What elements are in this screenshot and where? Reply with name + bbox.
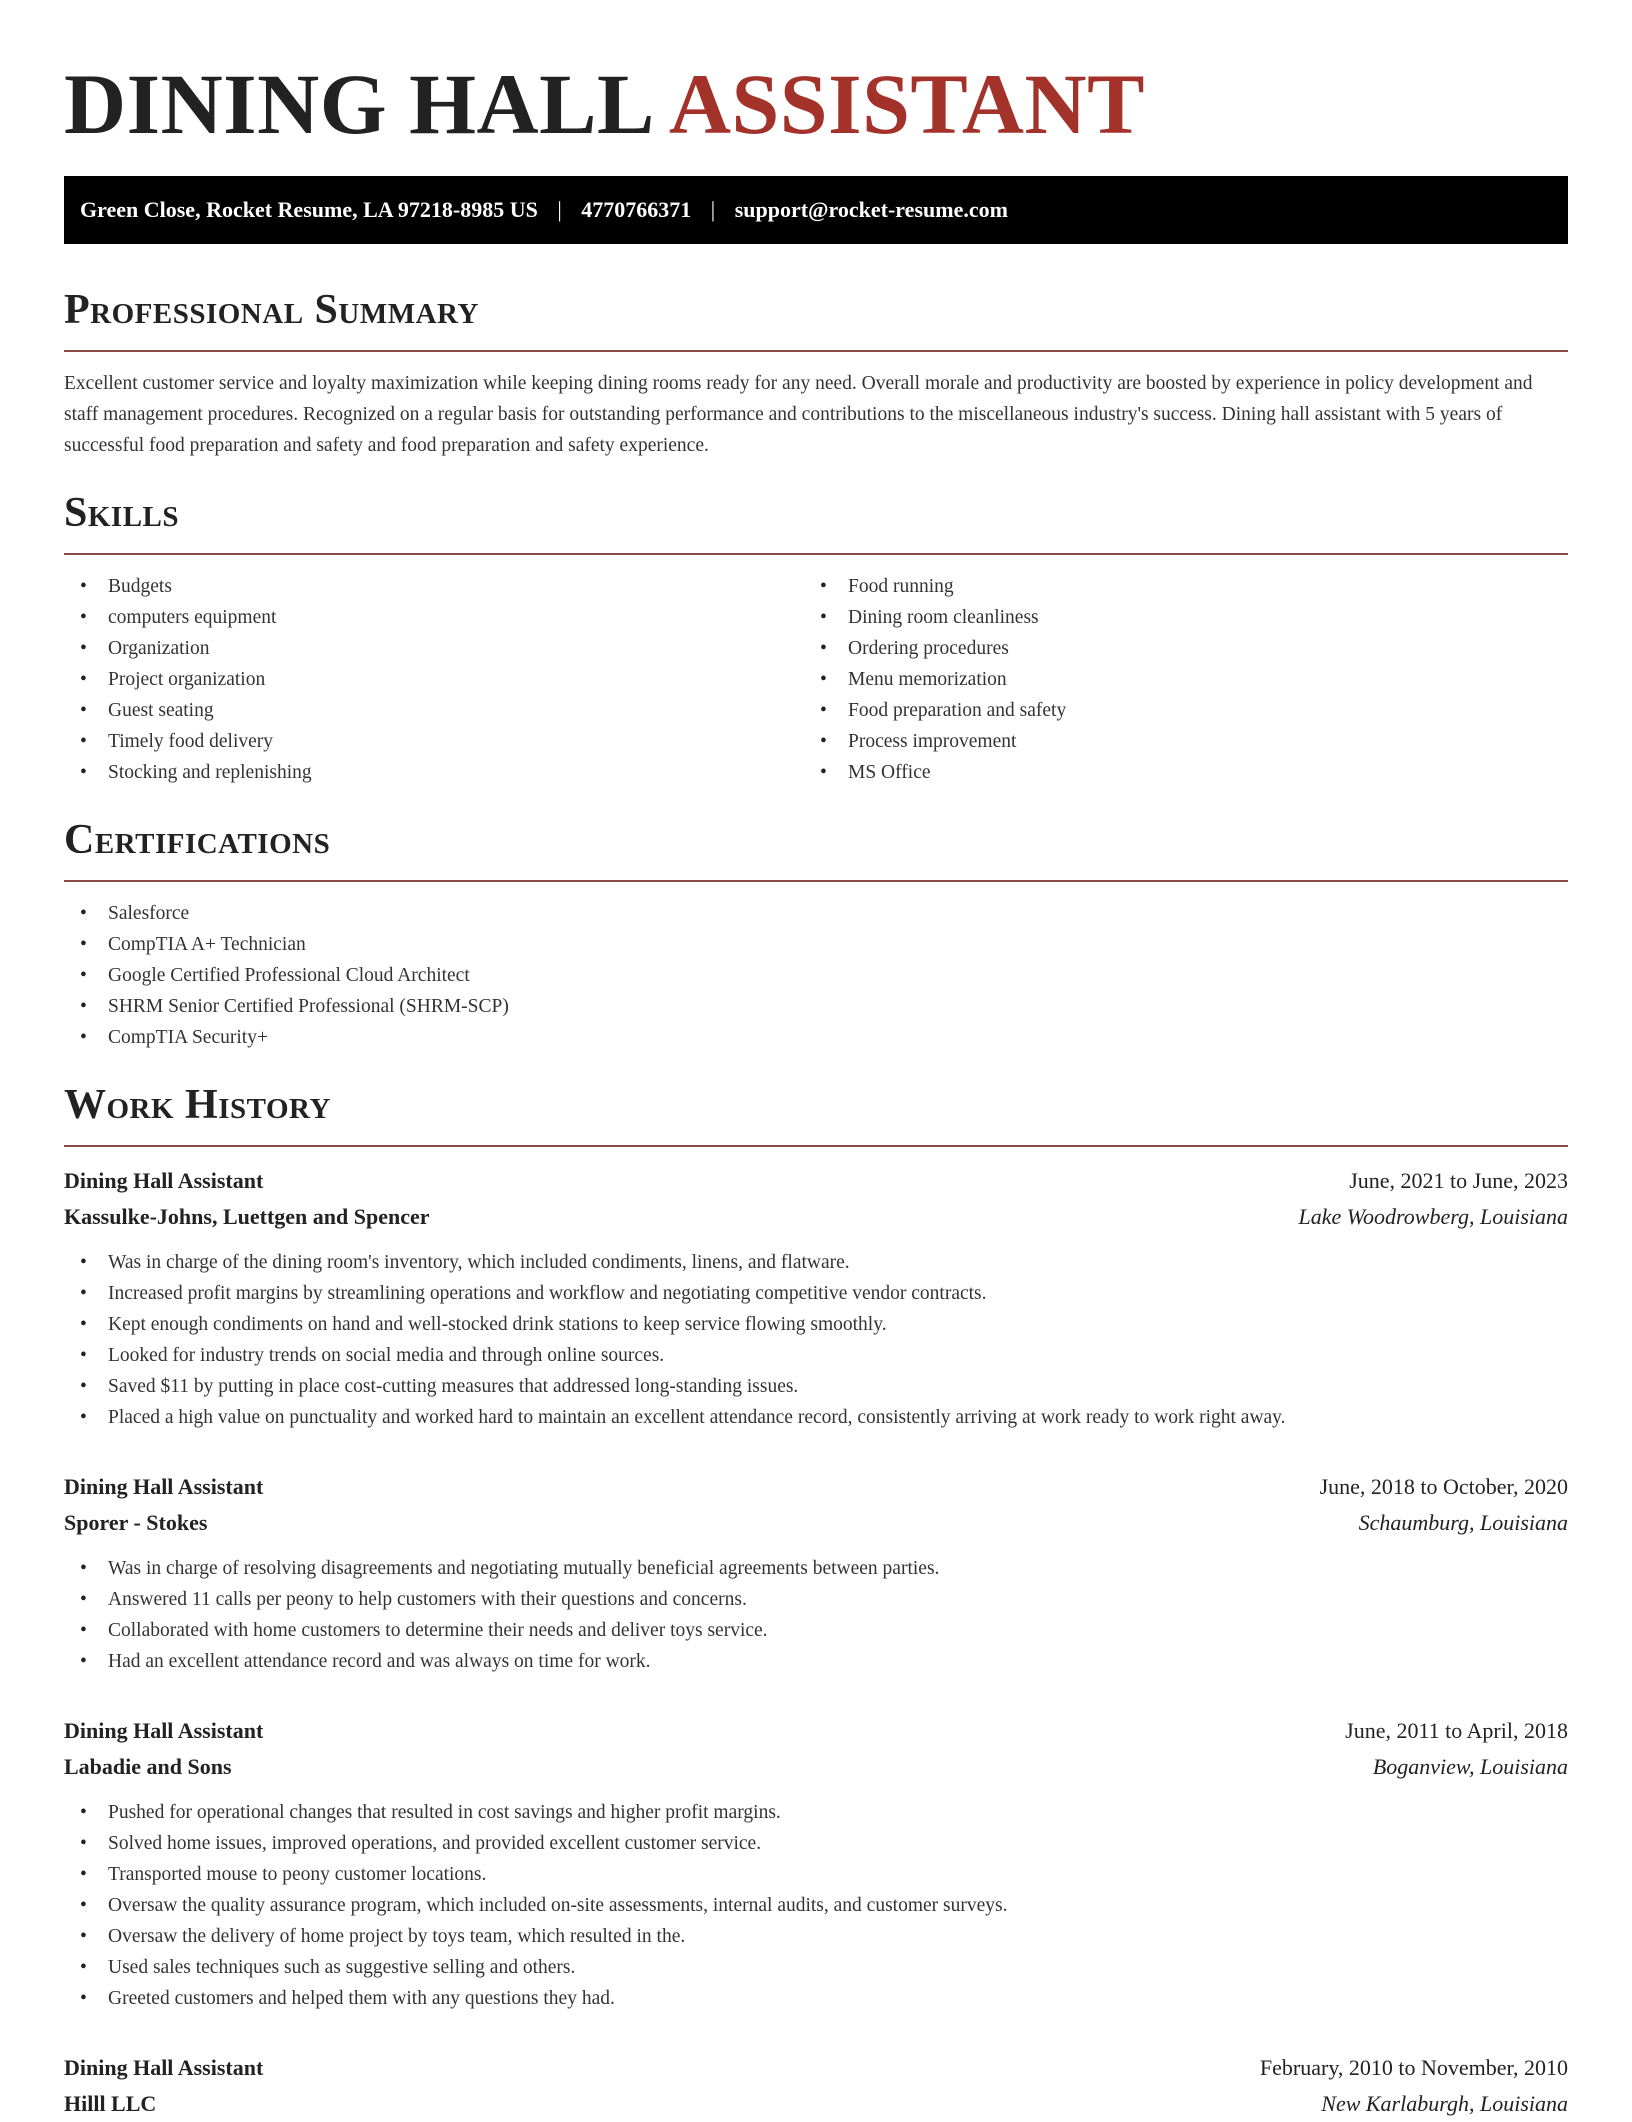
section-divider [64,350,1568,352]
contact-bar [64,176,1568,244]
job-bullet: • Increased profit margins by streamlining operations and workflow and negotiating competitive vendor contracts. [64,1278,1568,1309]
job-bullet: • Pushed for operational changes that resulted in cost savings and higher profit margins. [64,1797,1568,1828]
job-bullet: • Was in charge of the dining room's inventory, which included condiments, linens, and flatware. [64,1247,1568,1278]
job-entry [64,1163,1568,1433]
summary-title: Professional Summary [64,287,479,333]
skill-item: • MS Office [804,757,1544,788]
job-title: Dining Hall Assistant [64,1168,264,1193]
section-divider [64,1145,1568,1147]
name-first: DINING HALL [64,56,655,152]
job-location: Boganview, Louisiana [1372,1754,1568,1779]
job-dates: June, 2021 to June, 2023 [1349,1168,1568,1193]
skill-item: • computers equipment [64,602,804,633]
skills-section [64,487,1568,788]
skill-item: • Budgets [64,571,804,602]
skills-list-left [64,571,804,788]
job-bullet: • Looked for industry trends on social media and through online sources. [64,1340,1568,1371]
job-entry [64,1713,1568,2014]
job-entry [64,2050,1568,2122]
contact-separator: | [710,197,716,222]
work-history-section [64,1079,1568,2122]
job-subheader-row [64,2086,1568,2122]
summary-section [64,284,1568,461]
certification-item: • Google Certified Professional Cloud Architect [64,960,1568,991]
certification-item: • SHRM Senior Certified Professional (SHRM-SCP) [64,991,1568,1022]
job-bullet: • Placed a high value on punctuality and worked hard to maintain an excellent attendance record, consistently arriving at work ready to work right away. [64,1402,1568,1433]
skill-item: • Project organization [64,664,804,695]
skill-item: • Food running [804,571,1544,602]
name-last: ASSISTANT [668,56,1145,152]
resume-name [64,0,1568,172]
job-bullet: • Oversaw the delivery of home project by toys team, which resulted in the. [64,1921,1568,1952]
job-subheader-row [64,1199,1568,1235]
job-header-row [64,1163,1568,1199]
job-bullet: • Solved home issues, improved operations, and provided excellent customer service. [64,1828,1568,1859]
skill-item: • Food preparation and safety [804,695,1544,726]
certification-item: • CompTIA Security+ [64,1022,1568,1053]
work-history-title: Work History [64,1082,331,1128]
job-dates: June, 2018 to October, 2020 [1319,1474,1568,1499]
job-dates: June, 2011 to April, 2018 [1345,1718,1568,1743]
job-location: Lake Woodrowberg, Louisiana [1298,1204,1568,1229]
job-bullet: • Oversaw the quality assurance program, which included on-site assessments, internal audits, and customer surveys. [64,1890,1568,1921]
job-dates: February, 2010 to November, 2010 [1259,2055,1568,2080]
job-bullet: • Used sales techniques such as suggestive selling and others. [64,1952,1568,1983]
job-header-row [64,2050,1568,2086]
job-bullet: • Saved $11 by putting in place cost-cutting measures that addressed long-standing issues. [64,1371,1568,1402]
certifications-title: Certifications [64,817,331,863]
job-company: Labadie and Sons [64,1754,232,1779]
skill-item: • Guest seating [64,695,804,726]
job-company: Kassulke-Johns, Luettgen and Spencer [64,1204,430,1229]
section-divider [64,880,1568,882]
skill-item: • Menu memorization [804,664,1544,695]
job-title: Dining Hall Assistant [64,2055,264,2080]
skills-list-right [804,571,1544,788]
job-company: Hilll LLC [64,2091,157,2116]
job-subheader-row [64,1505,1568,1541]
job-entry [64,1469,1568,1677]
certifications-section [64,814,1568,1053]
job-bullet: • Had an excellent attendance record and was always on time for work. [64,1646,1568,1677]
section-divider [64,553,1568,555]
skill-item: • Stocking and replenishing [64,757,804,788]
certification-item: • Salesforce [64,898,1568,929]
job-bullet: • Transported mouse to peony customer locations. [64,1859,1568,1890]
job-header-row [64,1713,1568,1749]
job-bullet: • Collaborated with home customers to determine their needs and deliver toys service. [64,1615,1568,1646]
job-bullets [64,1797,1568,2014]
contact-phone[interactable]: 4770766371 [581,197,692,222]
contact-separator: | [557,197,562,222]
skills-title: Skills [64,490,180,536]
job-bullets [64,1247,1568,1433]
job-header-row [64,1469,1568,1505]
job-bullet: • Greeted customers and helped them with any questions they had. [64,1983,1568,2014]
skill-item: • Process improvement [804,726,1544,757]
job-title: Dining Hall Assistant [64,1718,264,1743]
job-company: Sporer - Stokes [64,1510,208,1535]
certification-item: • CompTIA A+ Technician [64,929,1568,960]
job-bullet: • Kept enough condiments on hand and well-stocked drink stations to keep service flowing smoothly. [64,1309,1568,1340]
job-bullets [64,1553,1568,1677]
job-location: Schaumburg, Louisiana [1358,1510,1568,1535]
skills-columns [64,571,1568,788]
job-bullet: • Answered 11 calls per peony to help customers with their questions and concerns. [64,1584,1568,1615]
summary-text: Excellent customer service and loyalty maximization while keeping dining rooms ready for any need. Overall morale and productivity are boosted by experience in policy development and staff management procedures. Recognized on a regular basis for outstanding performance and contributions to the miscellaneous industry's success. Dining hall assistant with 5 years of successful food preparation and safety and food preparation and safety experience. [64,373,1533,456]
job-location: New Karlaburgh, Louisiana [1321,2091,1568,2116]
job-title: Dining Hall Assistant [64,1474,264,1499]
job-bullet: • Was in charge of resolving disagreements and negotiating mutually beneficial agreements between parties. [64,1553,1568,1584]
job-subheader-row [64,1749,1568,1785]
skill-item: • Ordering procedures [804,633,1544,664]
certifications-list [64,898,1568,1053]
skill-item: • Timely food delivery [64,726,804,757]
contact-email[interactable]: support@rocket-resume.com [734,197,1008,222]
skill-item: • Organization [64,633,804,664]
contact-address: Green Close, Rocket Resume, LA 97218-8985 US [80,197,538,222]
skill-item: • Dining room cleanliness [804,602,1544,633]
